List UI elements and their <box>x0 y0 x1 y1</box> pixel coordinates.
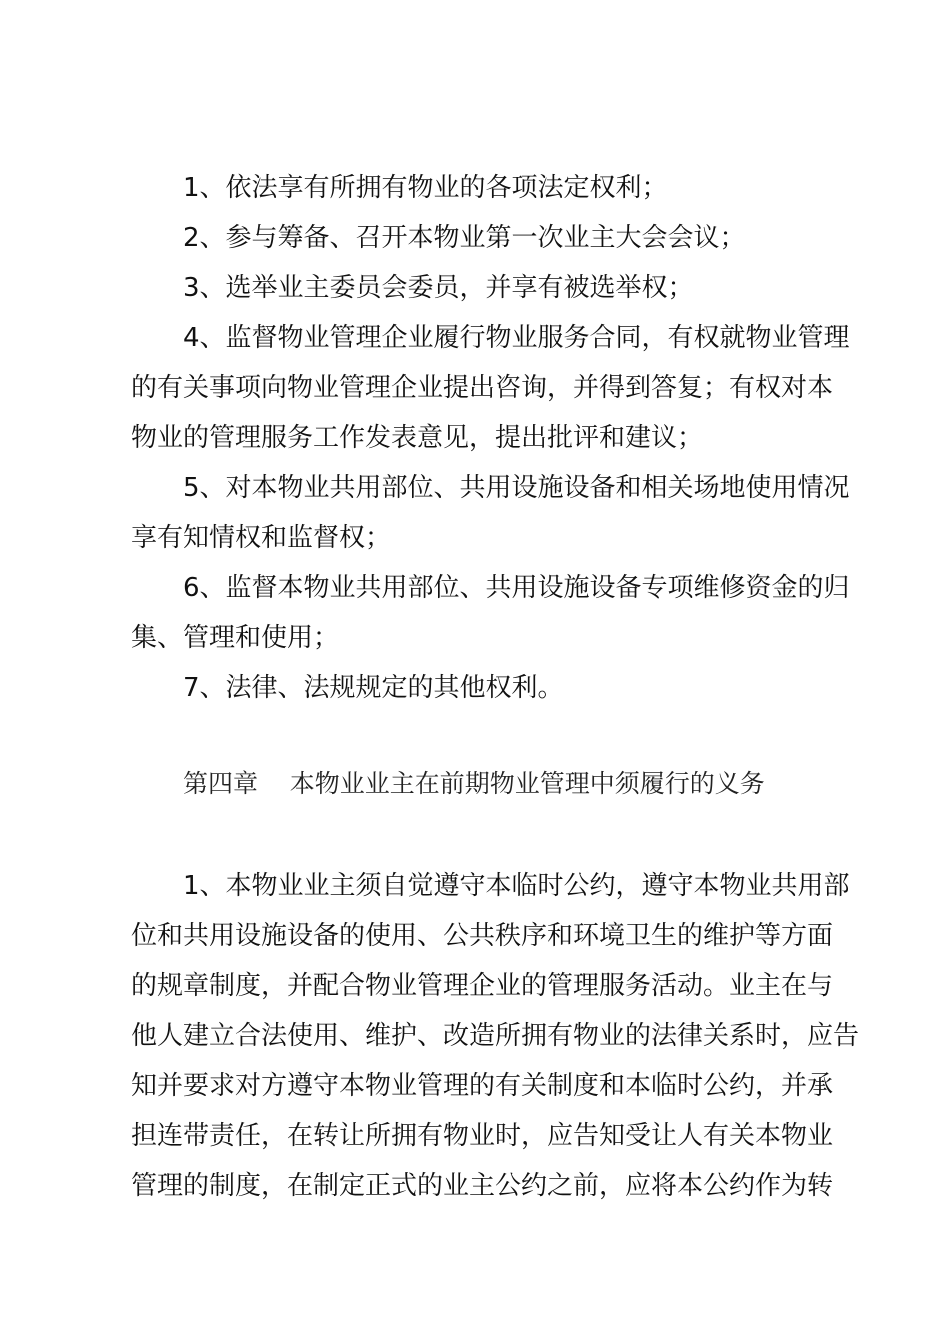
rights-item-4-line-1: 4、监督物业管理企业履行物业服务合同，有权就物业管理 <box>183 323 850 353</box>
rights-item-5-line-2: 享有知情权和监督权； <box>131 523 392 553</box>
obligation-item-1-line-3: 的规章制度，并配合物业管理企业的管理服务活动。业主在与 <box>131 971 834 1001</box>
rights-item-4-line-2: 的有关事项向物业管理企业提出咨询，并得到答复；有权对本 <box>131 373 834 403</box>
obligation-item-1-line-5: 知并要求对方遵守本物业管理的有关制度和本临时公约，并承 <box>131 1071 834 1101</box>
rights-item-5-line-1: 5、对本物业共用部位、共用设施设备和相关场地使用情况 <box>183 473 850 503</box>
rights-item-2: 2、参与筹备、召开本物业第一次业主大会会议； <box>183 223 746 253</box>
rights-item-4-line-3: 物业的管理服务工作发表意见，提出批评和建议； <box>131 423 704 453</box>
rights-item-6-line-2: 集、管理和使用； <box>131 623 340 653</box>
obligation-item-1-line-6: 担连带责任，在转让所拥有物业时，应告知受让人有关本物业 <box>131 1121 834 1151</box>
obligation-item-1-line-4: 他人建立合法使用、维护、改造所拥有物业的法律关系时，应告 <box>131 1021 860 1051</box>
obligation-item-1-line-7: 管理的制度，在制定正式的业主公约之前，应将本公约作为转 <box>131 1171 834 1201</box>
rights-item-6-line-1: 6、监督本物业共用部位、共用设施设备专项维修资金的归 <box>183 573 850 603</box>
chapter-heading: 第四章 本物业业主在前期物业管理中须履行的义务 <box>183 769 765 798</box>
rights-item-3: 3、选举业主委员会委员，并享有被选举权； <box>183 273 694 303</box>
rights-item-7: 7、法律、法规规定的其他权利。 <box>183 673 564 703</box>
obligation-item-1-line-1: 1、本物业业主须自觉遵守本临时公约，遵守本物业共用部 <box>183 871 850 901</box>
rights-item-1: 1、依法享有所拥有物业的各项法定权利； <box>183 173 668 203</box>
obligation-item-1-line-2: 位和共用设施设备的使用、公共秩序和环境卫生的维护等方面 <box>131 921 834 951</box>
